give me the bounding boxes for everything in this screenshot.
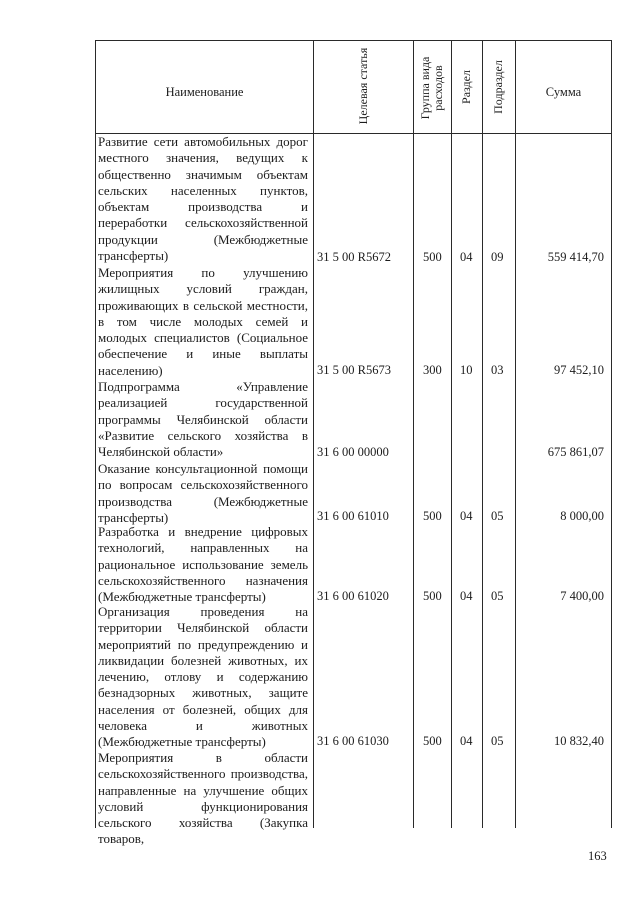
row-name: Организация проведения на территории Челябинской области мероприятий по предупреждению и ликвидации болезней животных, их лечению, отлову и содержанию безнадзорных животных, защите населения от болезней, общих для человека и животных (Межбюджетные трансферты) xyxy=(98,604,308,750)
row-section: 04 xyxy=(460,509,473,523)
row-name: Мероприятия в области сельскохозяйственного производства, направленные на улучшение общих условий функционирования сельского хозяйства (Закупка товаров, xyxy=(98,750,308,847)
row-sum: 559 414,70 xyxy=(547,250,604,264)
row-code: 31 6 00 00000 xyxy=(317,445,389,459)
header-name: Наименование xyxy=(165,85,244,99)
row-subsection: 03 xyxy=(491,363,504,377)
row-group: 500 xyxy=(423,509,442,523)
row-code: 31 6 00 61030 xyxy=(317,734,389,748)
row-code: 31 5 00 R5673 xyxy=(317,363,391,377)
row-sum: 10 832,40 xyxy=(554,734,604,748)
row-code: 31 5 00 R5672 xyxy=(317,250,391,264)
right-border xyxy=(611,40,612,828)
row-group: 500 xyxy=(423,250,442,264)
row-code: 31 6 00 61010 xyxy=(317,509,389,523)
col-divider-subsection xyxy=(515,40,516,828)
row-group: 500 xyxy=(423,589,442,603)
row-section: 10 xyxy=(460,363,473,377)
row-sum: 675 861,07 xyxy=(547,445,604,459)
row-group: 300 xyxy=(423,363,442,377)
row-subsection: 05 xyxy=(491,734,504,748)
col-divider-target xyxy=(413,40,414,828)
row-section: 04 xyxy=(460,734,473,748)
row-subsection: 05 xyxy=(491,589,504,603)
row-subsection: 09 xyxy=(491,250,504,264)
row-name: Оказание консультационной помощи по вопросам сельскохозяйственного производства (Межбюджетные трансферты) xyxy=(98,461,308,525)
page-number: 163 xyxy=(588,849,607,863)
row-sum: 7 400,00 xyxy=(560,589,604,603)
col-divider-name xyxy=(313,40,314,828)
row-name: Мероприятия по улучшению жилищных условий граждан, проживающих в сельской местности, в том числе молодых семей и молодых специалистов (Социальное обеспечение и иные выплаты населению) xyxy=(98,265,308,378)
header-target: Целевая статья xyxy=(355,47,370,125)
row-name: Подпрограмма «Управление реализацией государственной программы Челябинской области «Развитие сельского хозяйства в Челябинской области» xyxy=(98,379,308,460)
header-sum: Сумма xyxy=(545,85,582,99)
left-border xyxy=(95,40,96,828)
col-divider-group xyxy=(451,40,452,828)
row-group: 500 xyxy=(423,734,442,748)
header-section: Раздел xyxy=(459,70,473,104)
row-name: Разработка и внедрение цифровых технологий, направленных на рациональное использование земель сельскохозяйственного назначения (Межбюджетные трансферты) xyxy=(98,524,308,605)
header-group: Группа вида расходов xyxy=(418,56,445,120)
row-sum: 97 452,10 xyxy=(554,363,604,377)
row-section: 04 xyxy=(460,250,473,264)
row-name: Развитие сети автомобильных дорог местного значения, ведущих к общественно значимым объектам сельских населенных пунктов, объектам производства и переработки сельскохозяйственной продукции (Межбюджетные трансферты) xyxy=(98,134,308,264)
header-subsection: Подраздел xyxy=(491,60,505,114)
row-subsection: 05 xyxy=(491,509,504,523)
row-sum: 8 000,00 xyxy=(560,509,604,523)
row-section: 04 xyxy=(460,589,473,603)
row-code: 31 6 00 61020 xyxy=(317,589,389,603)
col-divider-section xyxy=(482,40,483,828)
